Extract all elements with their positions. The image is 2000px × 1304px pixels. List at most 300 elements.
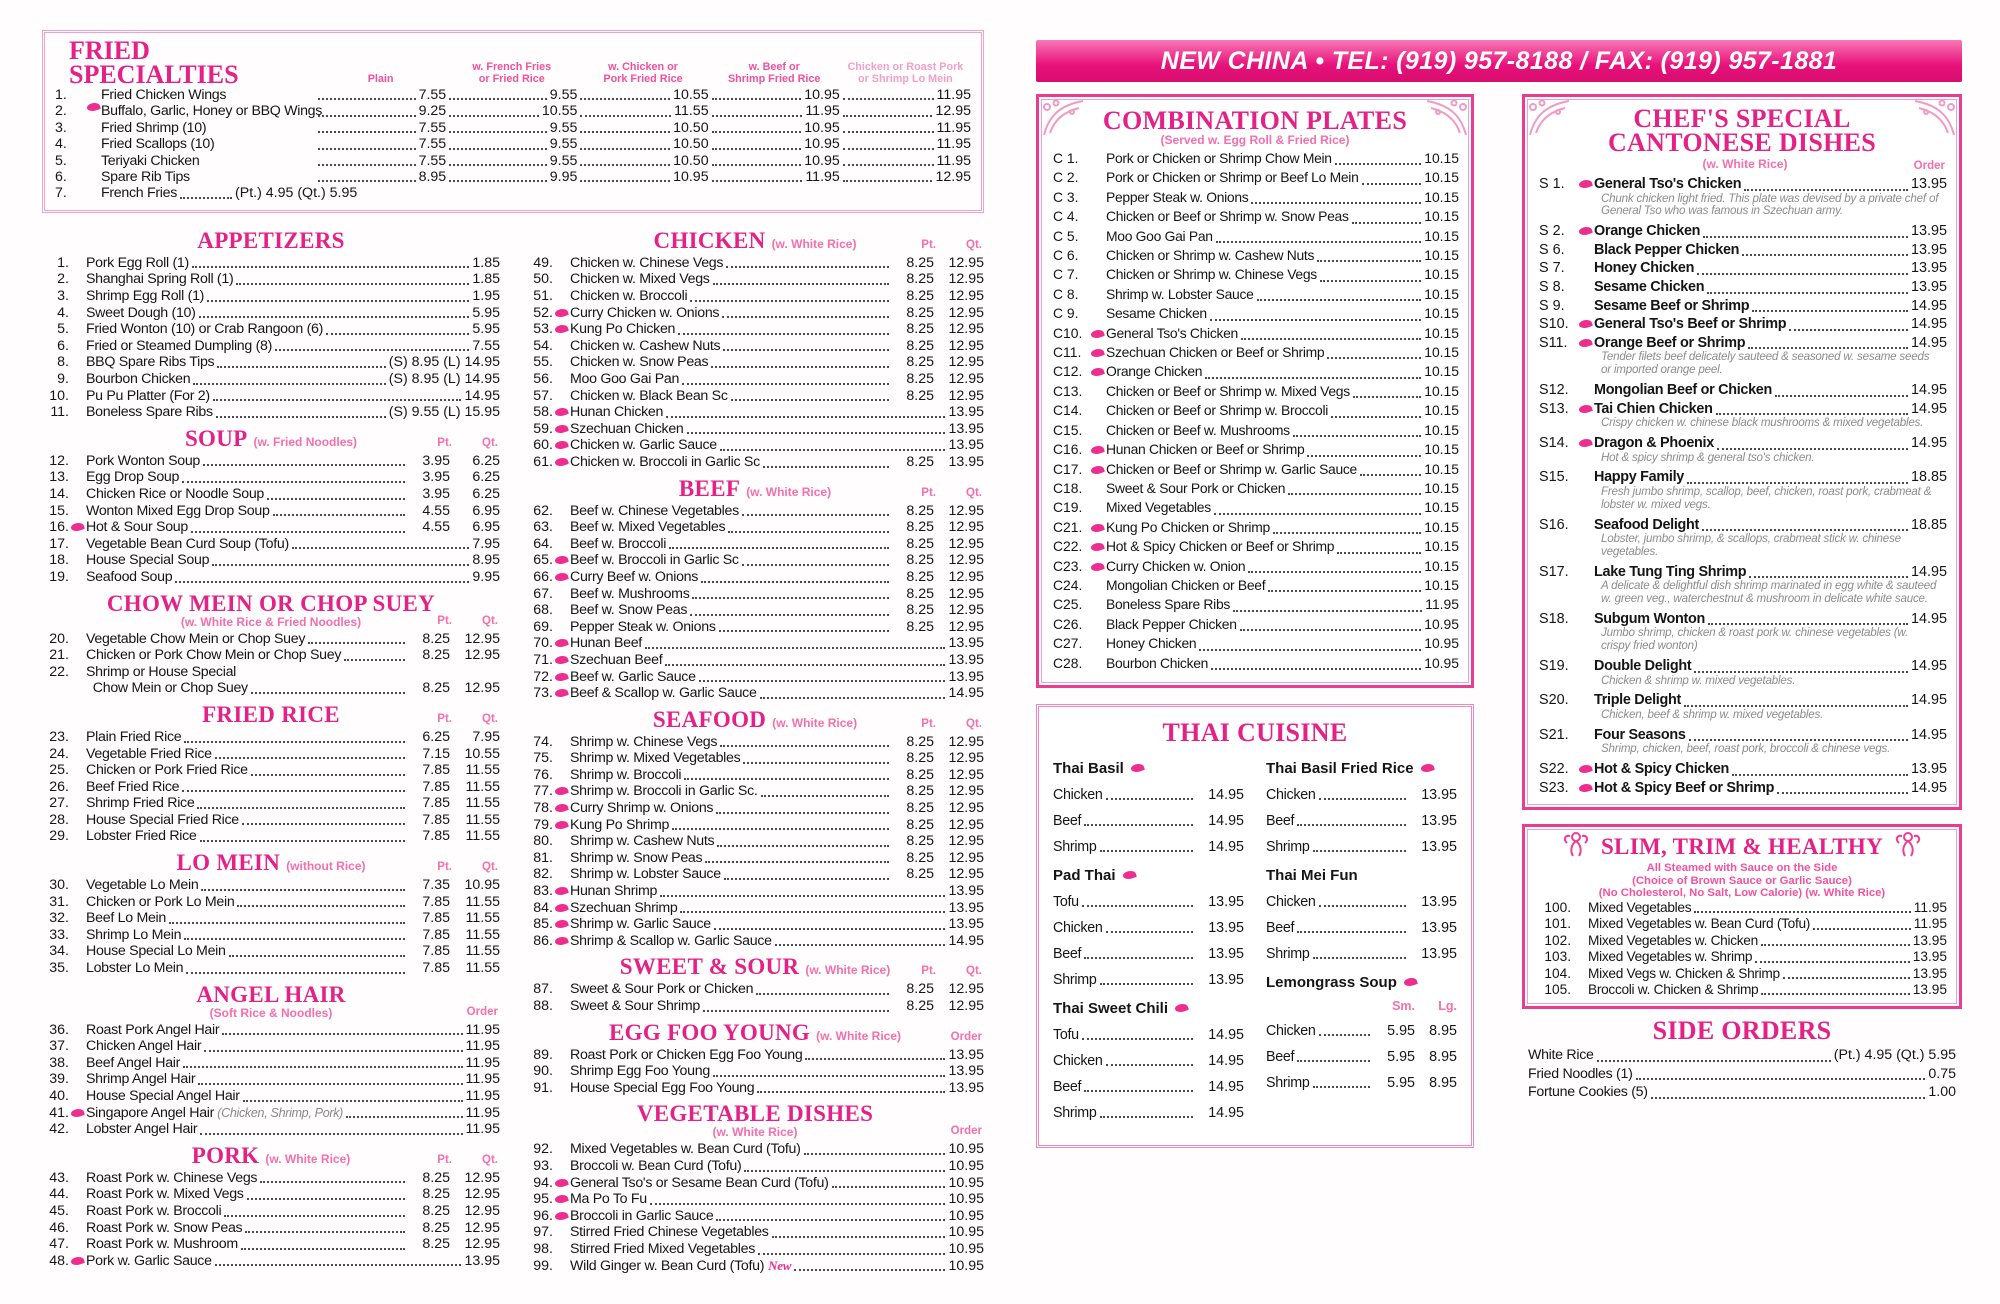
price: 10.95: [673, 169, 709, 186]
item-number: 41.: [49, 1104, 69, 1121]
item-name: Pepper Steak w. Onions: [1106, 188, 1249, 205]
dotted-leader: [1317, 260, 1421, 262]
price: 10.15: [1424, 150, 1459, 166]
menu-item: [42, 1038, 500, 1055]
price-small: 5.95: [1387, 1074, 1415, 1091]
price-quart: 11.55: [465, 960, 500, 977]
dotted-leader: [1313, 850, 1407, 852]
price: 13.95: [1421, 838, 1457, 855]
spicy-cell: [553, 656, 570, 664]
dotted-leader: [326, 333, 469, 335]
item-number: 34.: [49, 943, 69, 960]
menu-item: [42, 1022, 500, 1039]
price: 13.95: [1421, 786, 1457, 803]
price: 10.15: [1424, 382, 1459, 399]
dotted-leader: [344, 659, 405, 661]
menu-item: [42, 255, 500, 272]
item-name: Hot & Sour Soup: [86, 519, 188, 536]
price: 13.95: [948, 404, 984, 421]
menu-item: [1528, 1083, 1956, 1102]
dotted-leader: [318, 98, 416, 100]
item-name: Broccoli w. Bean Curd (Tofu): [570, 1157, 742, 1174]
spicy-cell: [553, 904, 570, 912]
item-number: 82.: [533, 866, 553, 883]
section-header: [526, 477, 984, 501]
spicy-icon: [554, 687, 569, 699]
item-name: Dragon & Phoenix: [1594, 434, 1714, 451]
price-cell: [446, 87, 577, 103]
item-number: 89.: [533, 1046, 553, 1063]
menu-section: [526, 477, 984, 702]
price-pint: 8.25: [906, 816, 934, 833]
thai-item: [1053, 1027, 1244, 1043]
dotted-leader: [222, 1033, 462, 1035]
item-name: Chicken w. Mixed Vegs: [570, 271, 710, 288]
price-quart: 12.95: [948, 816, 984, 833]
item-name: Chicken or Pork Chow Mein or Chop Suey: [86, 647, 342, 664]
price: 14.95: [948, 932, 984, 949]
item-name: French Fries: [101, 185, 178, 202]
menu-item: [526, 1241, 984, 1258]
dotted-leader: [712, 98, 802, 100]
dotted-leader: [1717, 448, 1908, 450]
item-number: 43.: [49, 1169, 69, 1186]
section-header: [526, 1102, 984, 1139]
item-name: Mixed Vegs w. Chicken & Shrimp: [1588, 965, 1780, 981]
price-column-label: Qt.: [966, 717, 982, 730]
menu-item: [526, 833, 984, 850]
price: 10.15: [1424, 169, 1459, 186]
dotted-leader: [716, 812, 889, 814]
spicy-icon: [554, 406, 569, 418]
dotted-leader: [714, 928, 946, 930]
spicy-icon: [554, 671, 569, 683]
item-name: Vegetable Lo Mein: [86, 877, 199, 894]
fried-column-header: [840, 39, 971, 87]
thai-subsection-title: [1053, 867, 1244, 884]
price-column-label: Qt.: [966, 238, 982, 251]
price: 11.95: [465, 1038, 500, 1055]
dotted-leader: [687, 432, 946, 434]
item-name: Beef: [1266, 812, 1295, 829]
item-name: Broccoli w. Chicken & Shrimp: [1588, 981, 1759, 997]
dotted-leader: [650, 1203, 946, 1205]
menu-item: [526, 1208, 984, 1225]
price-quart: 11.55: [465, 795, 500, 812]
price-column-label: Pt.: [437, 1153, 452, 1166]
price: 7.55: [472, 337, 500, 354]
price: 10.15: [1424, 344, 1459, 361]
thai-cuisine-section: [1036, 704, 1474, 1148]
dotted-leader: [1106, 1064, 1193, 1066]
price: 13.95: [1208, 971, 1244, 988]
section-subtitle: (without Rice): [286, 859, 366, 874]
dotted-leader: [756, 993, 889, 995]
price-quart: 6.95: [472, 519, 500, 536]
item-name: Shrimp: [1266, 1074, 1310, 1091]
item-description: Shrimp, chicken, beef, roast pork, broccoli & chinese vegs.: [1601, 742, 1891, 756]
dotted-leader: [580, 98, 670, 100]
item-name: Shanghai Spring Roll (1): [86, 271, 234, 288]
menu-item: [1537, 175, 1947, 194]
price: 10.95: [948, 1240, 984, 1257]
price: 10.95: [804, 87, 840, 103]
item-number: S14.: [1539, 434, 1569, 451]
dotted-leader: [1313, 957, 1407, 959]
price-quart: 12.95: [464, 1169, 500, 1186]
price: 7.55: [418, 136, 447, 153]
item-name: Chicken Angel Hair: [86, 1038, 202, 1055]
dotted-leader: [273, 514, 405, 516]
dotted-leader: [1319, 905, 1406, 907]
dotted-leader: [1319, 1034, 1370, 1036]
menu-item: [42, 486, 500, 503]
section-title: THAI CUISINE: [1162, 717, 1348, 747]
item-number: 8.: [57, 354, 69, 371]
item-name: Beef w. Broccoli in Garlic Sc: [570, 552, 739, 569]
dotted-leader: [742, 564, 889, 566]
item-number: C 4.: [1053, 208, 1079, 225]
dotted-leader: [1241, 338, 1421, 340]
dotted-leader: [728, 531, 889, 533]
price-quart: 11.55: [465, 893, 500, 910]
price-pint: 8.25: [906, 502, 934, 519]
item-name: Mongolian Chicken or Beef: [1106, 576, 1266, 593]
price-column-label: Qt.: [482, 712, 498, 725]
spicy-icon: [1578, 318, 1593, 330]
item-number: 25.: [49, 762, 69, 779]
item-number: 52.: [533, 304, 553, 321]
item-number: 105.: [1544, 981, 1571, 997]
menu-item: [42, 552, 500, 569]
item-name: Shrimp: [1053, 838, 1097, 855]
item-number: S15.: [1539, 469, 1569, 486]
item-number: C14.: [1053, 402, 1083, 419]
item-description: Fresh jumbo shrimp, scallop, beef, chicken, roast pork, crabmeat & lobster w. mixed vegs.: [1601, 484, 1932, 511]
dotted-leader: [216, 416, 386, 418]
menu-item: [1051, 285, 1459, 304]
item-number: 91.: [533, 1079, 553, 1096]
price: 10.95: [948, 1157, 984, 1174]
price: 10.95: [804, 119, 840, 136]
dotted-leader: [1084, 824, 1193, 826]
item-name: Chicken w. Cashew Nuts: [570, 337, 721, 354]
price: (S) 9.55 (L) 15.95: [388, 404, 500, 421]
item-number: C25.: [1053, 596, 1083, 613]
price: 13.95: [948, 1079, 984, 1096]
section-header: [1537, 104, 1947, 173]
price: 13.95: [1208, 945, 1244, 962]
item-number: S 9.: [1539, 297, 1565, 314]
item-name: Pepper Steak w. Onions: [570, 618, 716, 635]
price: 11.95: [1425, 596, 1459, 613]
item-name: Szechuan Shrimp: [570, 899, 678, 916]
menu-item: [526, 338, 984, 355]
dotted-leader: [237, 905, 405, 907]
item-number: C27.: [1053, 635, 1083, 652]
dotted-leader: [804, 1153, 946, 1155]
spicy-cell: [85, 120, 102, 136]
thai-item: [1266, 839, 1457, 855]
price: 11.95: [465, 1021, 500, 1038]
spicy-cell: [553, 556, 570, 564]
section-subtitle: (No Cholesterol, No Salt, Low Calorie) (w. White Rice): [1598, 887, 1886, 900]
dotted-leader: [1331, 416, 1421, 418]
item-number: 2.: [55, 103, 67, 120]
price-quart: 11.55: [465, 828, 500, 845]
price: 9.55: [549, 119, 578, 136]
item-name: Chicken or Beef w. Mushrooms: [1106, 421, 1290, 438]
dotted-leader: [757, 1091, 945, 1093]
item-name: Chicken or Shrimp w. Chinese Vegs: [1106, 266, 1317, 283]
price-quart: 12.95: [948, 833, 984, 850]
menu-item: [526, 619, 984, 636]
menu-section: [42, 1144, 500, 1270]
spicy-cell: [553, 821, 570, 829]
item-name: Beef: [1266, 1048, 1295, 1065]
price: 10.15: [1424, 402, 1459, 419]
spicy-icon: [554, 440, 569, 452]
price: 10.50: [673, 136, 709, 153]
dotted-leader: [182, 790, 405, 792]
price-quart: 12.95: [464, 1236, 500, 1253]
menu-section: [526, 1021, 984, 1097]
thai-item: [1053, 1079, 1244, 1095]
item-number: 40.: [49, 1088, 69, 1104]
price-pint: 7.85: [422, 893, 450, 910]
dotted-leader: [772, 1236, 946, 1238]
menu-item: [1537, 949, 1947, 965]
item-number: 94.: [533, 1174, 553, 1191]
price-pint: 8.25: [906, 800, 934, 817]
menu-item: [526, 783, 984, 800]
menu-item: [526, 569, 984, 586]
dotted-leader: [758, 1253, 945, 1255]
dotted-leader: [318, 164, 416, 166]
item-name: Chicken: [1053, 1052, 1103, 1069]
item-name: Buffalo, Garlic, Honey or BBQ Wings: [101, 103, 323, 120]
fried-column-header-line: w. French Fries: [472, 61, 552, 73]
item-number: 103.: [1544, 949, 1571, 965]
item-name: Fried Scallops (10): [101, 136, 215, 153]
price-column-label: Order: [466, 1005, 498, 1018]
item-name: Stirred Fried Mixed Vegetables: [570, 1240, 755, 1257]
item-name: Mixed Vegetables: [1106, 499, 1211, 516]
price-pint: 8.25: [906, 998, 934, 1014]
dotted-leader: [1210, 319, 1421, 321]
item-number: 46.: [49, 1219, 69, 1236]
spicy-cell: [1577, 439, 1594, 447]
item-name: Shrimp Egg Foo Young: [570, 1063, 710, 1080]
item-name: Beef w. Snow Peas: [570, 602, 688, 619]
price-pint: 8.25: [422, 1219, 450, 1236]
menu-item: [526, 454, 984, 471]
menu-item: [526, 255, 984, 272]
menu-item: [526, 767, 984, 784]
item-number: 19.: [49, 568, 69, 585]
item-number: S20.: [1539, 692, 1569, 709]
spicy-cell: [1089, 446, 1106, 454]
menu-item: [1051, 557, 1459, 576]
section-header: [42, 703, 500, 727]
menu-item: [42, 288, 500, 305]
item-number: C 5.: [1053, 227, 1079, 244]
dotted-leader: [1755, 961, 1910, 963]
spicy-icon: [1420, 763, 1435, 775]
menu-item: [526, 1063, 984, 1080]
dotted-leader: [1651, 1097, 1926, 1099]
item-name: Roast Pork w. Mixed Vegs: [86, 1186, 244, 1203]
price: 1.95: [472, 288, 500, 305]
menu-item: [42, 388, 500, 405]
item-name: Pork or Chicken or Shrimp Chow Mein: [1106, 150, 1332, 166]
menu-item: [1051, 401, 1459, 420]
price-large: 8.95: [1429, 1074, 1457, 1091]
price: 10.15: [1424, 305, 1459, 322]
price-column-label: Pt.: [921, 238, 936, 251]
price-quart: 12.95: [464, 647, 500, 664]
spicy-icon: [554, 307, 569, 319]
menu-section: [42, 229, 500, 421]
size-label: Lg.: [1438, 998, 1457, 1013]
section-subtitle: (Choice of Brown Sauce or Garlic Sauce): [1632, 874, 1852, 887]
price: 13.95: [1910, 176, 1947, 192]
thai-subsection-title: [1266, 867, 1457, 884]
price: 14.95: [1208, 1104, 1244, 1121]
item-number: 32.: [49, 910, 69, 927]
item-name: Boneless Spare Ribs: [86, 404, 213, 421]
price: 11.95: [805, 169, 840, 186]
item-name: Beef w. Garlic Sauce: [570, 668, 696, 685]
dotted-leader: [580, 180, 670, 182]
dotted-leader: [1360, 474, 1421, 476]
item-number: 42.: [49, 1121, 69, 1138]
spicy-cell: [553, 887, 570, 895]
item-name: Fortune Cookies (5): [1528, 1084, 1648, 1101]
chefs-special-section: [1522, 94, 1962, 810]
dotted-leader: [308, 642, 405, 644]
thai-item: [1266, 920, 1457, 936]
price-pint: 4.55: [422, 502, 450, 519]
price: 13.95: [948, 635, 984, 652]
price-quart: 12.95: [948, 800, 984, 817]
spicy-cell: [1577, 405, 1594, 413]
menu-item: [1051, 421, 1459, 440]
item-name: House Special Egg Foo Young: [570, 1079, 755, 1096]
dotted-leader: [212, 564, 469, 566]
item-number: 3.: [55, 119, 67, 136]
price: 14.95: [1910, 779, 1947, 796]
item-number: 56.: [533, 371, 553, 387]
item-number: 39.: [49, 1071, 69, 1088]
item-number: 35.: [49, 960, 69, 977]
dotted-leader: [701, 581, 889, 583]
spicy-cell: [1577, 227, 1594, 235]
dotted-leader: [207, 300, 469, 302]
item-name: Beef w. Mushrooms: [570, 585, 690, 602]
item-number: S 8.: [1539, 278, 1565, 295]
item-description: Hot & spicy shrimp & general tso's chicken.: [1601, 450, 1815, 464]
dotted-leader: [1708, 623, 1908, 625]
price-pint: 3.95: [422, 469, 450, 486]
dotted-leader: [197, 807, 405, 809]
price-quart: 12.95: [464, 1219, 500, 1236]
price: 14.95: [1208, 1052, 1244, 1069]
item-number: 61.: [533, 453, 553, 470]
item-number: S 7.: [1539, 260, 1565, 277]
item-number: 97.: [533, 1224, 553, 1241]
price: 13.95: [464, 1252, 500, 1269]
spicy-icon: [554, 819, 569, 831]
item-name: Black Pepper Chicken: [1106, 615, 1237, 632]
price-pint: 7.85: [422, 762, 450, 779]
item-number: C10.: [1053, 324, 1083, 341]
item-name: Chow Mein or Chop Suey: [86, 680, 248, 697]
price-quart: 12.95: [948, 288, 984, 305]
price-quart: 6.25: [472, 469, 500, 486]
price-small: 5.95: [1387, 1048, 1415, 1065]
price-column-labels: [406, 861, 498, 873]
price: 8.95: [472, 552, 500, 569]
price-quart: 12.95: [464, 1202, 500, 1219]
spicy-icon: [70, 521, 85, 533]
item-name: Hunan Chicken: [570, 404, 664, 421]
price: 11.95: [465, 1104, 500, 1121]
item-number: S10.: [1539, 316, 1569, 333]
item-number: S13.: [1539, 400, 1569, 417]
menu-item: [42, 1203, 500, 1220]
menu-section: [526, 955, 984, 1014]
thai-item: [1053, 894, 1244, 910]
price: 13.95: [1421, 945, 1457, 962]
item-name: Four Seasons: [1594, 726, 1686, 743]
spicy-icon: [1578, 403, 1593, 415]
section-subtitle: (w. White Rice): [816, 1028, 901, 1043]
price-cell: [315, 120, 446, 136]
item-number: 66.: [533, 568, 553, 585]
menu-section: [526, 1102, 984, 1274]
spicy-icon: [1578, 763, 1593, 775]
item-name: House Special Fried Rice: [86, 811, 239, 828]
section-title: VEGETABLE DISHES: [636, 1101, 874, 1127]
menu-item: [42, 1055, 500, 1072]
price: 10.15: [1424, 460, 1459, 477]
dotted-leader: [1352, 222, 1422, 224]
menu-item: [42, 1170, 500, 1187]
price-quart: 12.95: [948, 271, 984, 288]
price: 13.95: [948, 651, 984, 668]
price: 13.95: [1910, 260, 1947, 277]
menu-item: [42, 371, 500, 388]
spicy-cell: [85, 87, 102, 103]
item-number: 22.: [49, 663, 69, 680]
menu-item: [42, 647, 500, 664]
menu-item: [526, 916, 984, 933]
item-number: C21.: [1053, 518, 1083, 535]
item-number: 10.: [49, 387, 69, 404]
item-number: 44.: [49, 1186, 69, 1203]
thai-columns: [1053, 748, 1457, 1131]
dotted-leader: [580, 148, 670, 150]
spicy-icon: [1090, 347, 1105, 359]
item-number: S23.: [1539, 779, 1569, 796]
price: 8.95: [418, 169, 447, 186]
slim-trim-healthy-section: [1522, 824, 1962, 1009]
section-title: COMBINATION PLATES: [1102, 106, 1408, 135]
item-number: 77.: [533, 783, 553, 800]
fried-column-header-line: Shrimp Fried Rice: [727, 72, 821, 85]
menu-item: [1051, 343, 1459, 362]
